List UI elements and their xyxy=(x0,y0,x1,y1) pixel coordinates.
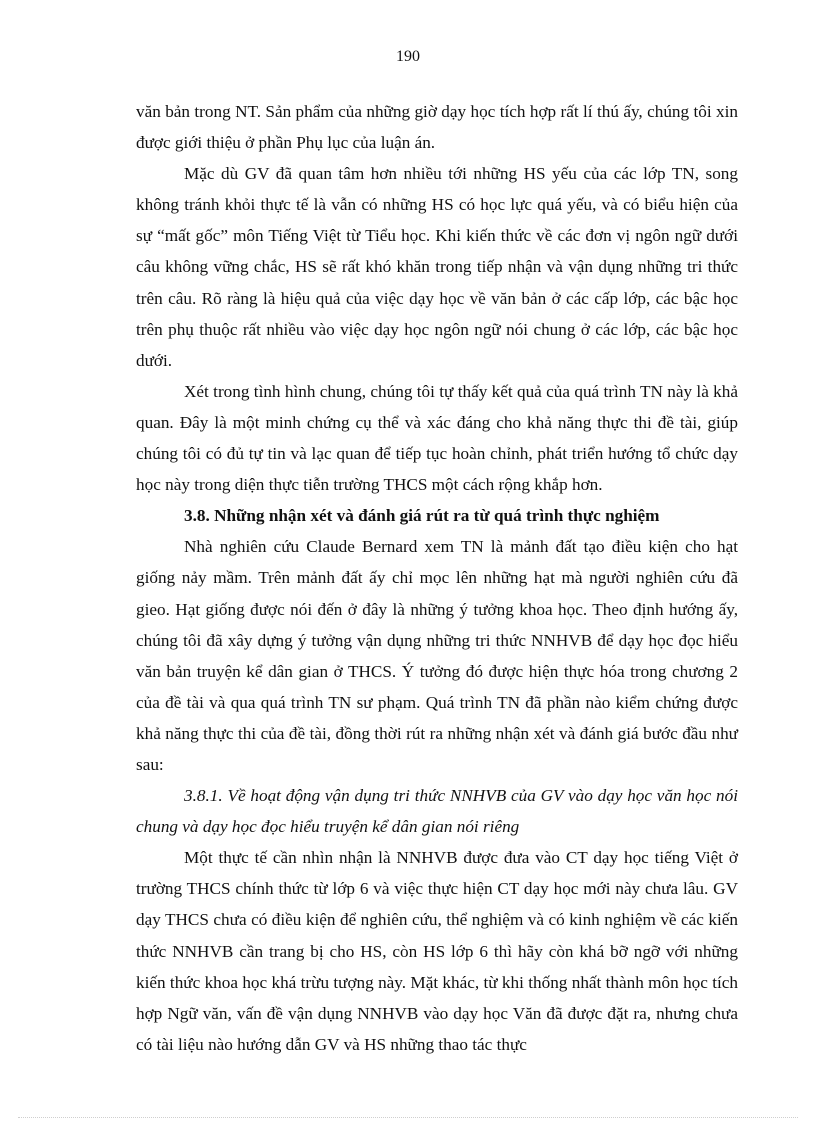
paragraph: Xét trong tình hình chung, chúng tôi tự thấy kết quả của quá trình TN này là khả quan. Đây là một minh chứng cụ thể và xác đáng cho khả năng thực thi đề tài, giúp chúng tôi có đủ tự tin và lạc quan để tiếp tục hoàn chỉnh, phát triển hướng tổ chức dạy học này trong diện thực tiễn trường THCS một cách rộng khắp hơn. xyxy=(136,381,738,495)
page-bottom-divider xyxy=(18,1117,798,1118)
page-number: 190 xyxy=(396,48,420,65)
subsection-heading: 3.8.1. Về hoạt động vận dụng tri thức NNHVB của GV vào dạy học văn học nói chung và dạy học đọc hiểu truyện kể dân gian nói riêng xyxy=(136,786,738,837)
paragraph: Một thực tế cần nhìn nhận là NNHVB được đưa vào CT dạy học tiếng Việt ở trường THCS chính thức từ lớp 6 và việc thực hiện CT dạy học mới này chưa lâu. GV dạy THCS chưa có điều kiện để nghiên cứu, thể nghiệm và có kinh nghiệm về các kiến thức NNHVB cần trang bị cho HS, còn HS lớp 6 thì hãy còn khá bỡ ngỡ với những kiến thức khoa học khá trừu tượng này. Mặt khác, từ khi thống nhất thành môn học tích hợp Ngữ văn, vấn đề vận dụng NNHVB vào dạy học Văn đã được đặt ra, nhưng chưa có tài liệu nào hướng dẫn GV và HS những thao tác thực xyxy=(136,848,738,1054)
paragraph-continuation: văn bản trong NT. Sản phẩm của những giờ dạy học tích hợp rất lí thú ấy, chúng tôi xin được giới thiệu ở phần Phụ lục của luận án. xyxy=(136,102,738,153)
section-heading: 3.8. Những nhận xét và đánh giá rút ra từ quá trình thực nghiệm xyxy=(184,506,660,526)
paragraph: Mặc dù GV đã quan tâm hơn nhiều tới những HS yếu của các lớp TN, song không tránh khỏi thực tế là vẫn có những HS có học lực quá yếu, và có biểu hiện của sự “mất gốc” môn Tiếng Việt từ Tiểu học. Khi kiến thức về các đơn vị ngôn ngữ dưới câu không vững chắc, HS sẽ rất khó khăn trong tiếp nhận và vận dụng những tri thức trên câu. Rõ ràng là hiệu quả của việc dạy học về văn bản ở các cấp lớp, các bậc học trên phụ thuộc rất nhiều vào việc dạy học ngôn ngữ nói chung ở các lớp, các bậc học dưới. xyxy=(136,164,738,370)
paragraph: Nhà nghiên cứu Claude Bernard xem TN là mảnh đất tạo điều kiện cho hạt giống nảy mầm. Trên mảnh đất ấy chỉ mọc lên những hạt mà người nghiên cứu đã gieo. Hạt giống được nói đến ở đây là những ý tưởng khoa học. Theo định hướng ấy, chúng tôi đã xây dựng ý tưởng vận dụng những tri thức NNHVB để dạy học đọc hiểu văn bản truyện kể dân gian ở THCS. Ý tưởng đó được hiện thực hóa trong chương 2 của đề tài và qua quá trình TN sư phạm. Quá trình TN đã phần nào kiểm chứng được khả năng thực thi của đề tài, đồng thời rút ra những nhận xét và đánh giá bước đầu như sau: xyxy=(136,537,738,774)
body-text xyxy=(136,96,738,1060)
